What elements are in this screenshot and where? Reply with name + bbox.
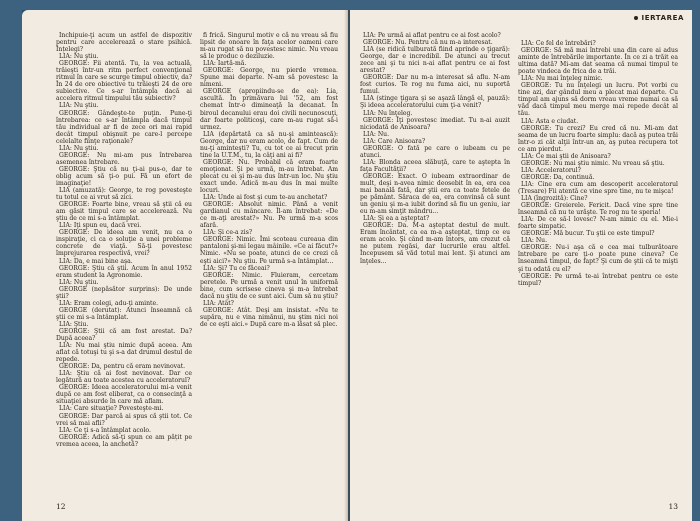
dialogue-paragraph: GEORGE: Îţi povestesc imediat. Tu n-ai auzit niciodată de Anisoara?	[360, 116, 510, 131]
dialogue-paragraph: GEORGE: O fată pe care o iubeam cu pe atunci.	[360, 144, 510, 159]
dialogue-paragraph: LIA: Ştiu.	[59, 320, 89, 328]
dialogue-paragraph: LIA: Ce ţi s-a întâmplat acolo.	[59, 426, 151, 434]
right-page-column-2	[518, 40, 678, 287]
dialogue-paragraph: LIA: Pe urmă ai aflat pentru ce ai fost acolo?	[363, 32, 501, 39]
dialogue-paragraph: GEORGE: Absolut nimic. Până a venit gardianul cu mâncare. Îl-am întrebat: «De ce m-aţi arestat?» Nu. Pe urmă m-a scos afară.	[200, 201, 338, 230]
dialogue-paragraph: GEORGE: Exact. O iubeam extraordinar de mult, deşi n-avea nimic deosebit în ea, era cea mai banală fată, dar ştii era ca toate fetele de pe pământ. Săraca de ea, era convinsă că sunt un geniu şi m-a iubit dorind să fiu un geniu, iar eu m-am simţit mândru...	[360, 172, 510, 216]
dialogue-paragraph: GEORGE: Mă bucur. Tu ştii ce este timpul?	[521, 230, 655, 238]
dialogue-paragraph: LIA (stinge ţigara şi se aşază lângă el, pauză): Şi ideea acceleratorului cum ţi-a venit?	[360, 95, 510, 110]
bullet-icon	[634, 16, 638, 20]
dialogue-paragraph: LIA: Nu mai înţeleg nimic.	[521, 75, 603, 83]
page-number-right: 13	[668, 502, 678, 511]
dialogue-paragraph: LIA: Cine era cum am descoperit acceleratorul (Tresare) Fii atentă ce vine spre tine, nu te mişca!	[518, 180, 678, 195]
dialogue-paragraph: GEORGE: Să mă mai întrebi una din care ai adus aminte de întrebările importante. În ce zi a trăit ea ultima dată? Mi-am dat seama că numai timpul te poate vindeca de frica de a trăi.	[518, 47, 678, 76]
dialogue-paragraph: GEORGE: Tu crezi? Eu cred că nu. Mi-am dat seama de un lucru foarte simplu: dacă aş putea trăi într-o zi cât alţii într-un an, aş putea recupera tot ce am pierdut.	[518, 124, 678, 153]
dialogue-paragraph: LIA: Eram colegi, adu-ţi aminte.	[59, 299, 159, 307]
dialogue-paragraph: LIA: Iartă-mă.	[203, 60, 247, 68]
book-cover-right	[692, 0, 700, 521]
dialogue-paragraph: GEORGE: Nimic. Îmi scoteau cureaua din pantaloni şi-mi legau mâinile. «Ce ai făcut?» Nimic. «Nu se poate, atunci de ce crezi că eşti aici?» Nu ştiu. Pe urmă s-a întâmplat...	[200, 236, 338, 265]
dialogue-paragraph: LIA: Ce fel de întrebări?	[521, 40, 596, 47]
left-page-column-2	[200, 32, 338, 328]
dialogue-paragraph: LIA: Şi? Tu ce făceai?	[203, 264, 270, 272]
dialogue-paragraph: LIA: Nu.	[521, 237, 548, 245]
right-page-column-1	[360, 32, 510, 265]
dialogue-paragraph: GEORGE: Ştiu că nu ţi-ai pus-o, dar te oblig acum să ţi-o pui. Fă un efort de imaginaţie!	[56, 165, 192, 187]
dialogue-paragraph: GEORGE: Adică să-ţi spun ce am pățit pe vremea aceea, la anchetă?	[56, 433, 192, 448]
dialogue-paragraph: GEORGE: Fii atentă. Tu, la vea actuală, trăieşti într-un ritm perfect convenţional ritmul în care se scurge timpul obiectiv, da? În 24 de ore obiective tu trăieşti 24 de ore subiective. Ce s-ar întâmpla dacă ai accelera ritmul timpului tău subiectiv?	[56, 60, 192, 103]
dialogue-paragraph: fi frică. Singurul motiv e că nu vreau să fiu lipsit de onoare în faţa acelor oameni care m-au rugat să nu povestesc nimic. Nu vreau să le produc o deziluzie.	[200, 32, 338, 61]
dialogue-paragraph: LIA: Şi ce-a zis?	[203, 229, 253, 237]
book-cover-left	[0, 0, 22, 521]
dialogue-paragraph: LIA: Nu mai ştiu nimic după aceea. Am aflat că totuşi tu şi s-a dat drumul destul de repede.	[56, 342, 192, 364]
dialogue-paragraph: LIA: Asta e ciudat.	[521, 117, 579, 125]
dialogue-paragraph: GEORGE: Nu. Probabil că eram foarte emoţionat. Şi pe urmă, m-au întrebat. Am plecat cu ei şi m-au dus într-un loc. Nu ştiu exact unde. Adică m-au dus în mai multe locuri.	[200, 158, 338, 195]
dialogue-paragraph: LIA (amuzată): George, te rog povesteşte tu totul ce ai vrut să zici.	[56, 187, 192, 202]
dialogue-paragraph: LIA: Da, e mai bine aşa.	[59, 257, 133, 265]
dialogue-paragraph: GEORGE: Nu-i aşa că e cea mai tulburătoare întrebare pe care ţi-o poate pune cineva? Ce înseamnă timpul, de fapt? Şi cum de ştii că te mişti şi tu odată cu el?	[518, 244, 678, 273]
dialogue-paragraph: Inchipuie-ţi acum un astfel de dispozitiv pentru care accelerează o stare psihică. Înțelegi?	[56, 32, 192, 54]
dialogue-paragraph: GEORGE: Atât. Deşi am insistat. «Nu te supăra, nu e vina nimănui, nu ştim nici noi de ce eşti aici.» După care m-a lăsat să plec.	[200, 306, 338, 328]
dialogue-paragraph: GEORGE: Nu mai ştiu nimic. Nu vreau să ştiu.	[521, 159, 665, 167]
dialogue-paragraph: LIA: Ştiu că ai fost nevinovat. Dar ce legătură au toate acestea cu acceleratorul?	[56, 370, 192, 385]
left-page	[22, 10, 348, 521]
dialogue-paragraph: LIA (depărtată ca să nu-şi amintească): George, dar nu eram acolo, de fapt. Cum de nu-ţi aminteşti? Tu, cu tot ce ai trecut prin tine la U.T.M., tu, la câţi ani ai fi?	[200, 130, 338, 159]
dialogue-paragraph: GEORGE: Nu. Pentru că nu m-a interesat.	[363, 39, 493, 47]
dialogue-paragraph: LIA: Blonda aceea slăbuţă, care te aştepta în faţa Facultăţii?	[360, 158, 510, 173]
dialogue-paragraph: GEORGE: George, nu pierde vremea. Spune mai departe. N-am să povestesc la nimeni.	[200, 67, 338, 89]
dialogue-paragraph: GEORGE: Nimic. Fluieram, cercetam peretele. Pe urmă a venit unul în uniformă bine, cum scrisese cineva şi m-a întrebat dacă nu ştiu de ce sunt aici. Cum să nu ştiu?	[200, 271, 338, 300]
dialogue-paragraph: LIA: Care situaţie? Povesteşte-mi.	[59, 405, 164, 413]
book-cover-edge	[0, 0, 700, 10]
page-number-left: 12	[56, 502, 66, 511]
dialogue-paragraph: LIA: Nu ştiu.	[59, 278, 99, 286]
dialogue-paragraph: GEORGE: Da, pentru că eram nevinovat.	[59, 363, 186, 371]
dialogue-paragraph: GEORGE: Ştiu că ştii. Acum în anul 1952 eram student la Agronomie.	[56, 264, 192, 279]
running-header	[634, 14, 684, 22]
dialogue-paragraph: LIA: Nu ştiu.	[59, 53, 99, 61]
dialogue-paragraph: LIA: Iţi spun eu, dacă vrei.	[59, 222, 142, 230]
dialogue-paragraph: GEORGE: Tu nu înţelegi un lucru. Pot vorbi cu tine azi, dar gândul meu a plecat mai departe. Cu timpul am ajuns să dorm vreau vreme numai ca să văd dacă timpul meu merge mai repede decât al tău.	[518, 82, 678, 118]
dialogue-paragraph: LIA: Nu înţeleg.	[363, 109, 413, 117]
dialogue-paragraph: GEORGE: Da, continuă.	[521, 173, 595, 181]
dialogue-paragraph: GEORGE (nepăsător surprins): De unde ştii?	[56, 285, 192, 300]
dialogue-paragraph: GEORGE: De ideea am venit, nu ca o inspiraţie, ci ca o soluţie a unei probleme concrete de viaţă. Să-ţi povestesc împrejurarea respectivă, vrei?	[56, 229, 192, 258]
dialogue-paragraph: GEORGE: Ştii că am fost arestat. Da? După aceea?	[56, 327, 192, 343]
dialogue-paragraph: LIA: Nu.	[363, 130, 390, 138]
dialogue-paragraph: LIA: De ce să-l lovesc? N-am nimic cu el. Mie-i foarte simpatic.	[518, 216, 678, 231]
dialogue-paragraph: GEORGE: Dar nu m-a interesat să aflu. N-am fost curios. Te rog nu fuma aici, nu suportă fumul.	[360, 74, 510, 96]
dialogue-paragraph: GEORGE: Foarte bine, vreau să ştii că eu am găsit timpul care se accelerează. Nu ştiu de ce mi s-a întâmplat.	[56, 201, 192, 223]
dialogue-paragraph: GEORGE: Nu mi-am pus întrebarea asemenea întrebare.	[56, 151, 192, 166]
left-page-column-1	[56, 32, 192, 448]
dialogue-paragraph: LIA (îngrozită): Cine?	[521, 195, 588, 203]
dialogue-paragraph: LIA: Acceleratorul?	[521, 166, 581, 174]
dialogue-paragraph: GEORGE (apropiindu-se de ea): Lia, ascultă. În primăvara lui '52, am fost chemat într-o dimineaţă la decanat. În biroul decanului erau doi civili necunoscuţi, dar foarte politicoşi, care m-au rugat să-i urmez.	[200, 88, 338, 131]
dialogue-paragraph: LIA: Unde ai fost şi cum te-au anchetat?	[203, 194, 328, 202]
dialogue-paragraph: GEORGE: Dar parcă ai spus că ştii tot. Ce vrei să mai afli?	[56, 412, 192, 427]
dialogue-paragraph: LIA: Atât?	[203, 299, 234, 307]
dialogue-paragraph: GEORGE: Gândeşte-te puţin. Pune-ţi întrebarea: ce s-ar întâmpla dacă timpul tău individual ar fi de zece ori mai rapid decât timpul obişnuit pe care-l percepe celelalte fiinţe raţionale?	[56, 109, 192, 145]
right-page	[350, 10, 692, 521]
dialogue-paragraph: GEORGE (derutat): Atunci înseamnă că ştii ce mi s-a întâmplat.	[56, 306, 192, 321]
dialogue-paragraph: LIA: Nu ştiu.	[59, 144, 99, 152]
dialogue-paragraph: GEORGE: Ideea acceleratorului mi-a venit după ce am fost eliberat, ca o consecinţă a situaţiei absurde în care mă aflam.	[56, 384, 192, 406]
dialogue-paragraph: GEORGE: Da. M-a aşteptat destul de mult. Eram încântat, ca ea m-a aşteptat, timp ce eu eram acolo. Şi când m-am întors, am crezut că ne putem regăsi, dar lucrurile erau altfel. Începusem să văd totul mai lent. Şi atunci am înţeles...	[360, 222, 510, 265]
dialogue-paragraph: LIA: Ce mai ştii de Anisoara?	[521, 152, 611, 160]
dialogue-paragraph: LIA: Şi ea a aşteptat?	[363, 215, 430, 223]
dialogue-paragraph: LIA: Care Anisoara?	[363, 137, 426, 145]
running-header-title: IERTAREA	[641, 14, 684, 22]
dialogue-paragraph: LIA: Nu ştiu.	[59, 102, 99, 110]
dialogue-paragraph: GEORGE: Pe urmă te-ai întrebat pentru ce este timpul?	[518, 272, 678, 287]
dialogue-paragraph: GEORGE: Greierele. Fericit. Dacă vine spre tine înseamnă că nu te urăşte. Te rog nu te speria!	[518, 202, 678, 217]
dialogue-paragraph: LIA (se ridică tulburată fiind aprinde o ţigară): George, dar e incredibil. De atunci au trecut zece ani şi tu nici n-ai aflat pentru ce ai fost arestat?	[360, 46, 510, 75]
